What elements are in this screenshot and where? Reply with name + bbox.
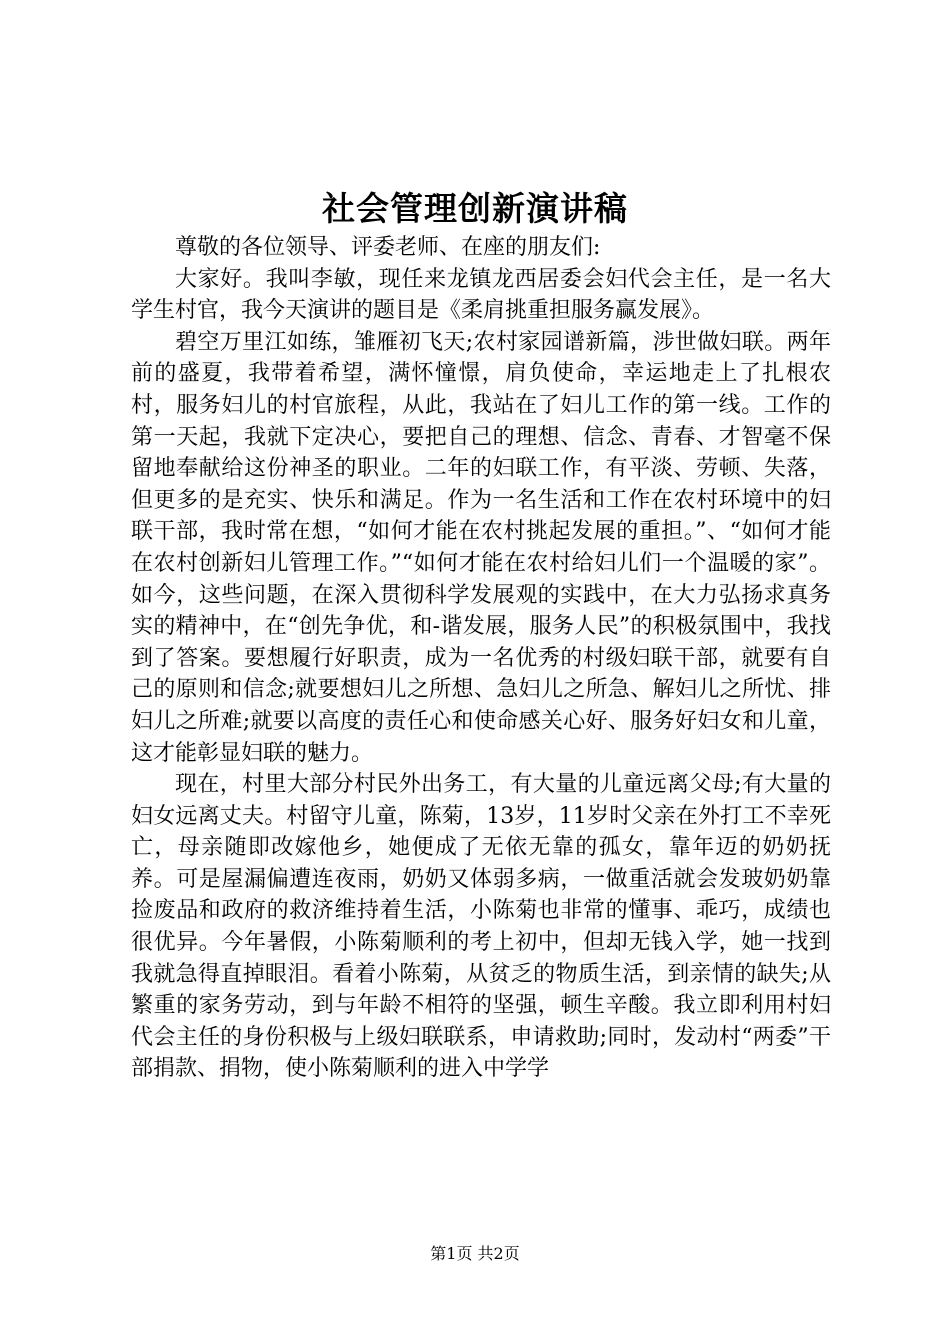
paragraph-case-story: 现在，村里大部分村民外出务工，有大量的儿童远离父母;有大量的妇女远离丈夫。村留守儿童，陈菊，13岁，11岁时父亲在外打工不幸死亡，母亲随即改嫁他乡，她便成了无依无靠的孤女，靠年迈的奶奶抚养。可是屋漏偏遭连夜雨，奶奶又体弱多病，一做重活就会发玻奶奶靠捡废品和政府的救济维持着生活，小陈菊也非常的懂事、乖巧，成绩也很优异。今年暑假，小陈菊顺利的考上初中，但却无钱入学，她一找到我就急得直掉眼泪。看着小陈菊，从贫乏的物质生活，到亲情的缺失;从繁重的家务劳动，到与年龄不相符的坚强，顿生辛酸。我立即利用村妇代会主任的身份积极与上级妇联联系，申请救助;同时，发动村“两委”干部捐款、捐物，使小陈菊顺利的进入中学学	[131, 772, 831, 1082]
paragraph-salutation: 尊敬的各位领导、评委老师、在座的朋友们:	[175, 235, 601, 260]
paragraph-work-experience: 碧空万里江如练，雏雁初飞天;农村家园谱新篇，涉世做妇联。两年前的盛夏，我带着希望，满怀憧憬，肩负使命，幸运地走上了扎根农村，服务妇儿的村官旅程，从此，我站在了妇儿工作的第一线。工作的第一天起，我就下定决心，要把自己的理想、信念、青春、才智毫不保留地奉献给这份神圣的职业。二年的妇联工作，有平淡、劳顿、失落，但更多的是充实、快乐和满足。作为一名生活和工作在农村环境中的妇联干部，我时常在想，“如何才能在农村挑起发展的重担。”、“如何才能在农村创新妇儿管理工作。”“如何才能在农村给妇儿们一个温暖的家”。如今，这些问题，在深入贯彻科学发展观的实践中，在大力弘扬求真务实的精神中，在“创先争优，和-谐发展，服务人民”的积极氛围中，我找到了答案。要想履行好职责，成为一名优秀的村级妇联干部，就要有自己的原则和信念;就要想妇儿之所想、急妇儿之所急、解妇儿之所忧、排妇儿之所难;就要以高度的责任心和使命感关心好、服务好妇女和儿童，这才能彰显妇联的魅力。	[131, 329, 831, 766]
page-footer: 第1页 共2页	[430, 1244, 520, 1263]
paragraph-introduction: 大家好。我叫李敏，现任来龙镇龙西居委会妇代会主任，是一名大学生村官，我今天演讲的题目是《柔肩挑重担服务赢发展》。	[131, 266, 831, 324]
document-body	[131, 232, 831, 1085]
document-title: 社会管理创新演讲稿	[322, 189, 628, 228]
